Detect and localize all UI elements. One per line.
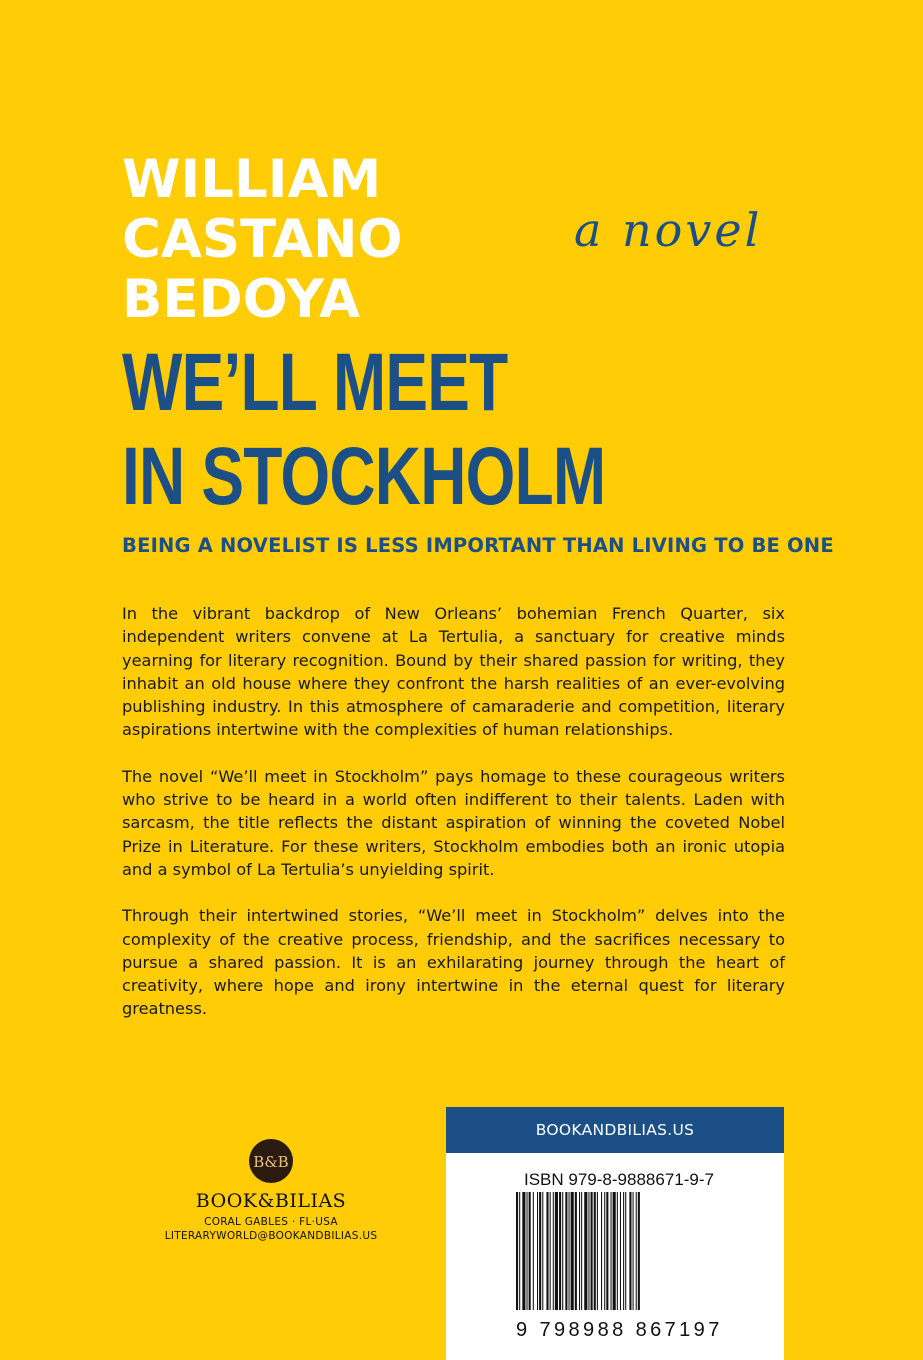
barcode-bar xyxy=(601,1192,602,1310)
subtitle: BEING A NOVELIST IS LESS IMPORTANT THAN LIVING TO BE ONE xyxy=(122,534,834,557)
publisher-email: LITERARYWORLD@BOOKANDBILIAS.US xyxy=(164,1230,378,1242)
barcode-bar xyxy=(579,1192,580,1310)
publisher-name: BOOK&BILIAS xyxy=(195,1190,347,1212)
publisher-logo-icon xyxy=(248,1138,294,1184)
barcode-bar xyxy=(533,1192,534,1310)
barcode-bar xyxy=(537,1192,538,1310)
barcode-bar xyxy=(588,1192,589,1310)
barcode-bar xyxy=(571,1192,574,1310)
barcode-bar xyxy=(522,1192,525,1310)
barcode-bar xyxy=(611,1192,612,1310)
barcode-bar xyxy=(604,1192,605,1310)
barcode-bar xyxy=(629,1192,631,1310)
barcode-bar xyxy=(623,1192,624,1310)
barcode-bar xyxy=(542,1192,543,1310)
barcode-bar xyxy=(527,1192,528,1310)
barcode-bar xyxy=(617,1192,618,1310)
barcode-bars xyxy=(516,1192,716,1310)
blurb-paragraph: In the vibrant backdrop of New Orleans’ bohemian French Quarter, six independent writers convene at La Tertulia, a sanctuary for creative minds yearning for literary recognition. Bound by their shared passion for writing, they inhabit an old house where they confront the harsh realities of an ever-evolving publishing industry. In this atmosphere of camaraderie and competition, literary aspirations intertwine with the complexities of human relationships. xyxy=(122,604,785,740)
book-title xyxy=(122,336,605,524)
barcode-bar xyxy=(584,1192,587,1310)
publisher-block xyxy=(140,1138,402,1242)
barcode-bar xyxy=(620,1192,621,1310)
barcode-bar xyxy=(613,1192,616,1310)
publisher-location: CORAL GABLES · FL·USA xyxy=(204,1216,338,1228)
barcode-bar xyxy=(546,1192,548,1310)
author-name xyxy=(122,150,403,330)
barcode-bar xyxy=(516,1192,518,1310)
barcode-bar xyxy=(597,1192,598,1310)
barcode-bar xyxy=(559,1192,561,1310)
author-line-2: CASTANO xyxy=(122,209,403,270)
publisher-logo-letters: B&B xyxy=(253,1153,289,1171)
barcode-bar xyxy=(625,1192,626,1310)
author-line-1: WILLIAM xyxy=(122,149,382,210)
blurb-paragraph: Through their intertwined stories, “We’ll meet in Stockholm” delves into the complexity of the creative process, friendship, and the sacrifices necessary to pursue a shared passion. It is an exhilarating journey through the heart of creativity, where hope and irony intertwine in the eternal quest for literary greatness. xyxy=(122,906,785,1019)
barcode-digits: 9 798988 867197 xyxy=(516,1319,723,1341)
barcode-bar xyxy=(553,1192,554,1310)
blurb-paragraph: The novel “We’ll meet in Stockholm” pays homage to these courageous writers who strive to be heard in a world often indifferent to their talents. Laden with sarcasm, the title reflects the distant aspiration of winning the coveted Nobel Prize in Literature. For these writers, Stockholm embodies both an ironic utopia and a symbol of La Tertulia’s unyielding spirit. xyxy=(122,766,785,879)
barcode-bar xyxy=(636,1192,637,1310)
barcode-bar xyxy=(594,1192,596,1310)
barcode-box xyxy=(446,1107,784,1360)
barcode-bar xyxy=(555,1192,558,1310)
barcode-bar xyxy=(562,1192,563,1310)
barcode-bar xyxy=(638,1192,640,1310)
a-novel-script xyxy=(570,188,790,268)
barcode-bar xyxy=(591,1192,593,1310)
barcode-bar xyxy=(565,1192,567,1310)
barcode-bar xyxy=(519,1192,520,1310)
author-line-3: BEDOYA xyxy=(122,269,361,330)
isbn-text: ISBN 979-8-9888671-9-7 xyxy=(524,1170,714,1189)
barcode-bar xyxy=(550,1192,551,1310)
website-label: BOOKANDBILIAS.US xyxy=(446,1107,784,1153)
barcode-bar xyxy=(569,1192,570,1310)
title-line-1: WE’LL MEET xyxy=(122,337,508,428)
title-line-2: IN STOCKHOLM xyxy=(122,431,606,522)
blurb xyxy=(122,602,785,1044)
barcode-bar xyxy=(581,1192,582,1310)
barcode-bar xyxy=(539,1192,541,1310)
barcode-bar xyxy=(633,1192,634,1310)
barcode-bar xyxy=(529,1192,531,1310)
barcode-bar xyxy=(575,1192,577,1310)
a-novel-text: a novel xyxy=(574,203,763,257)
barcode-bar xyxy=(606,1192,608,1310)
